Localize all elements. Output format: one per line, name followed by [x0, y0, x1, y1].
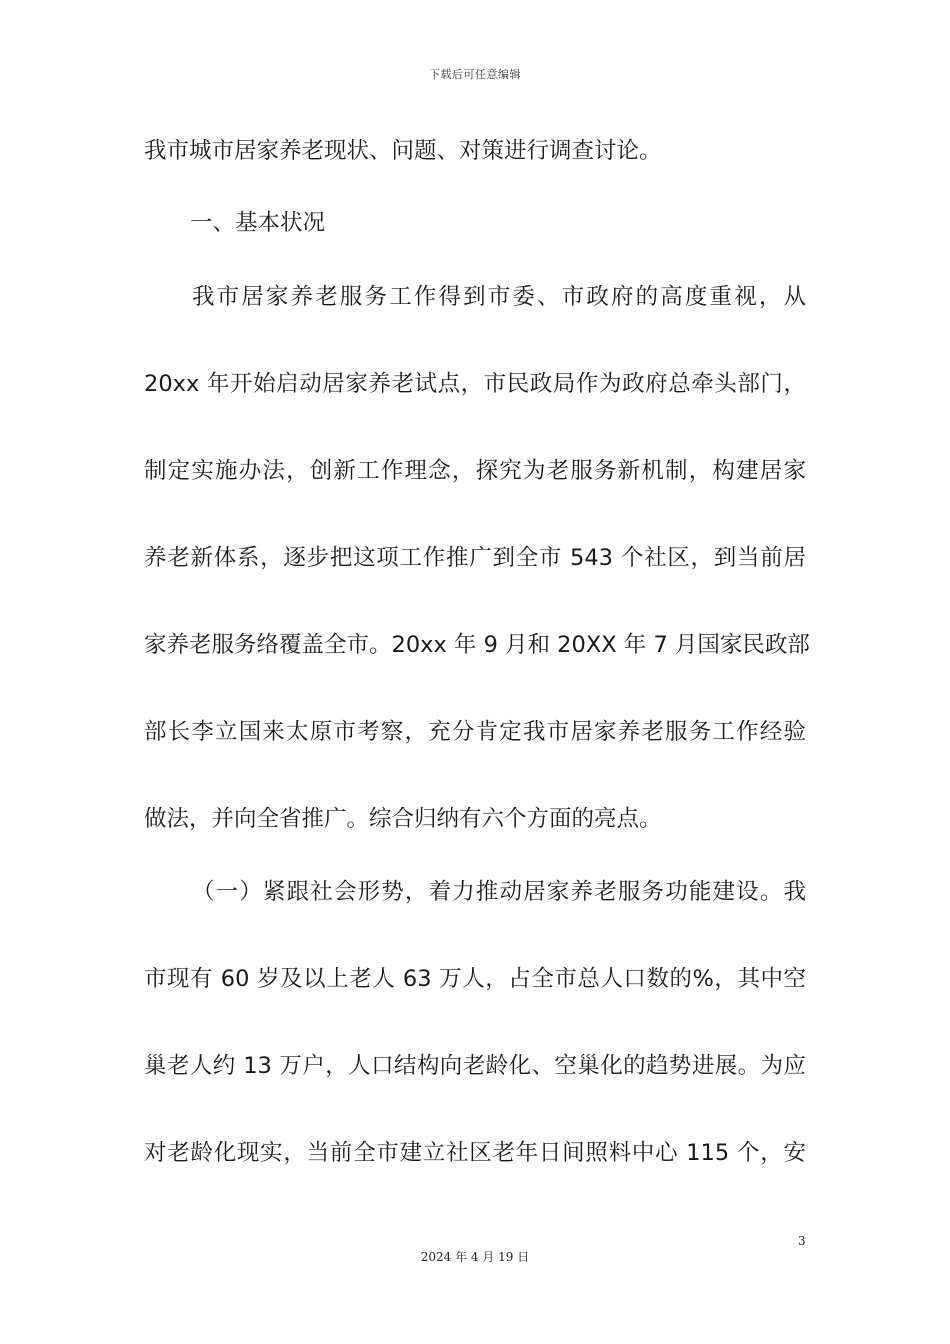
page-header: 下载后可任意编辑: [429, 68, 521, 81]
body-line-4: 20xx 年开始启动居家养老试点，市民政局作为政府总牵头部门，: [144, 371, 806, 397]
subsection-line-1: （一）紧跟社会形势，着力推动居家养老服务功能建设。我: [192, 879, 806, 905]
body-line-5: 制定实施办法，创新工作理念，探究为老服务新机制，构建居家: [144, 458, 806, 484]
section-heading: 一、基本状况: [190, 210, 326, 236]
body-line-11: 市现有 60 岁及以上老人 63 万人，占全市总人口数的%，其中空: [144, 966, 806, 992]
footer-date: 2024 年 4 月 19 日: [420, 1250, 530, 1264]
body-line-13: 对老龄化现实，当前全市建立社区老年日间照料中心 115 个，安: [144, 1140, 806, 1166]
body-line-1: 我市城市居家养老现状、问题、对策进行调查讨论。: [144, 138, 662, 164]
body-line-12: 巢老人约 13 万户，人口结构向老龄化、空巢化的趋势进展。为应: [144, 1053, 806, 1079]
body-line-7: 家养老服务络覆盖全市。20xx 年 9 月和 20XX 年 7 月国家民政部: [144, 632, 810, 658]
body-line-9: 做法，并向全省推广。综合归纳有六个方面的亮点。: [144, 806, 662, 832]
body-line-3: 我市居家养老服务工作得到市委、市政府的高度重视，从: [192, 284, 806, 310]
page-number: 3: [798, 1234, 806, 1248]
body-line-8: 部长李立国来太原市考察，充分肯定我市居家养老服务工作经验: [144, 719, 806, 745]
body-line-6: 养老新体系，逐步把这项工作推广到全市 543 个社区，到当前居: [144, 545, 806, 571]
